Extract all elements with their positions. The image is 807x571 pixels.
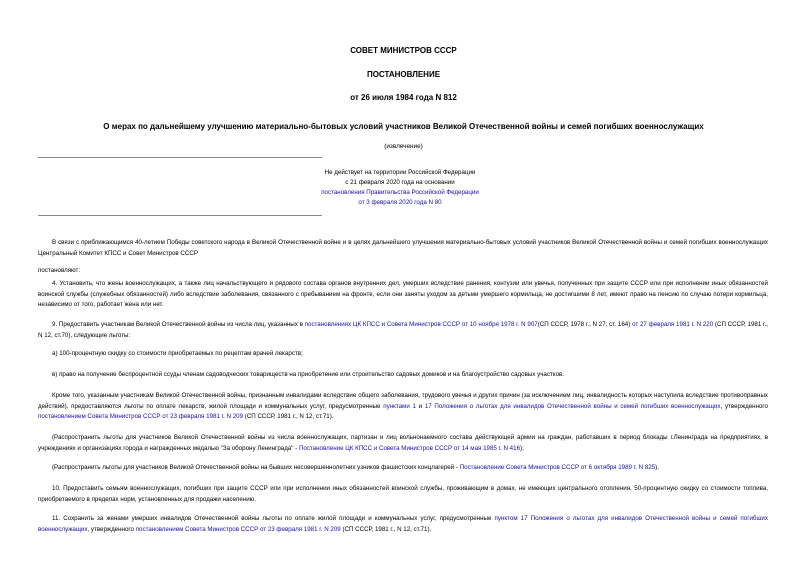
notice-line-2: с 21 февраля 2020 года на основании	[345, 179, 455, 186]
divider-bottom	[38, 215, 322, 216]
notice-link-2[interactable]: от 3 февраля 2020 года N 80	[358, 199, 442, 206]
validity-notice	[230, 168, 570, 208]
ext2-link-825[interactable]: Постановление Совета Министров СССР от 6 октября 1989 г. N 825	[459, 464, 656, 471]
paragraph-11	[38, 514, 768, 535]
p9-text-b: (СП СССР, 1978 г., N 27, ст. 164)	[537, 321, 633, 328]
besides-link-p1[interactable]: пунктами 1	[383, 402, 416, 410]
besides-text-b: , утвержденного	[720, 402, 768, 410]
p11-link-209[interactable]: постановлением Совета Министров СССР от 23 февраля 1981 г. N 209	[135, 525, 341, 533]
org-heading: СОВЕТ МИНИСТРОВ СССР	[350, 46, 457, 55]
paragraph-10: 10. Предоставить семьям военнослужащих, погибших при защите СССР или при исполнении иных обязанностей воинской службы, проживающим в домах, не имеющих центрального отопления, 50-процентную скидку со стоимости топлива, приобретаемого в пределах норм, установленных для продажи населению.	[38, 485, 768, 503]
extract-note: (извлечение)	[384, 143, 423, 150]
ext2-text-b: ).	[655, 464, 659, 471]
p11-text-c: (СП СССР, 1981 г., N 12, ст.71).	[340, 525, 432, 533]
ext1-link-416[interactable]: Постановление ЦК КПСС и Совета Министров СССР от 14 мая 1985 г. N 416	[298, 444, 521, 452]
doc-type-heading: ПОСТАНОВЛЕНИЕ	[366, 70, 441, 79]
paragraph-4: 4. Установить, что жены военнослужащих, а также лиц начальствующего и рядового состава органов внутренних дел, умерших вследствие ранения, контузии или увечья, полученных при защите СССР или при исполнении иных обязанностей воинской службы (служебных обязанностей) либо вследствие заболевания, связанного с пребыванием на фронте, если они заняты уходом за детьми умершего кормильца, не достигшими 8 лет, имеют право на пенсию по случаю потери кормильца, независимо от того, работает жена или нет.	[38, 280, 768, 308]
p9-link-1978[interactable]: постановлениях ЦК КПСС и Совета Министров СССР от 10 ноября 1978 г. N 907	[304, 321, 538, 328]
ext1-text-a: (Распространить льготы для участников Великой Отечественной войны из числа военнослужащих, партизан и лиц вольнонаемного состава действующей армии на граждан, работавших в период блокады г.Ленинграда на предприятиях, в учреждениях и организациях города и награжденных медалью "За оборону Ленинграда" -	[38, 434, 768, 452]
besides-text-c: (СП СССР, 1981 г., N 12, ст.71).	[243, 413, 334, 420]
ext2-text-a: (Распространить льготы для участников Великой Отечественной войны на бывших несовершеннолетних узников фашистских концлагерей -	[52, 464, 460, 471]
date-number: от 26 июля 1984 года N 812	[350, 93, 457, 102]
p9-text-a: 9. Предоставить участникам Великой Отечественной войны из числа лиц, указанных в	[52, 321, 305, 328]
p11-text-a: 11. Сохранить за женами умерших инвалидов Отечественной войны льготы по оплате жилой площади и коммунальных услуг, предусмотренные	[52, 515, 495, 522]
besides-link-209[interactable]: постановлением Совета Министров СССР от 23 февраля 1981 г. N 209	[38, 413, 244, 420]
besides-link-p17[interactable]: 17 Положения о льготах для инвалидов Отечественной войны и семей погибших военнослужащих	[424, 402, 721, 410]
paragraph-extension-2	[38, 463, 768, 474]
decree-word: постановляют:	[38, 267, 81, 274]
besides-text-a: Кроме того, указанным участникам Великой Отечественной войны, признанным инвалидами вследствие общего заболевания, трудового увечья и других причин (за исключением лиц, инвалидность которых наступила вследствие противоправных действий), предоставляются льготы по оплате лекарств, жилой площади и коммунальных услуг, предусмотренные	[38, 392, 768, 410]
paragraph-extension-1	[38, 433, 768, 454]
notice-link-1[interactable]: постановления Правительства Российской Федерации	[321, 189, 479, 196]
document-title: О мерах по дальнейшему улучшению материально-бытовых условий участников Великой Отечественной войны и семей погибших военнослужащих	[103, 122, 704, 131]
intro-paragraph: В связи с приближающимся 40-летием Победы советского народа в Великой Отечественной войне и в целях дальнейшего улучшения материально-бытовых условий участников Великой Отечественной войны и семей погибших военнослужащих Центральный Комитет КПСС и Совет Министров СССР	[38, 239, 768, 257]
paragraph-9a: а) 100-процентную скидку со стоимости приобретаемых по рецептам врачей лекарств;	[52, 350, 303, 357]
paragraph-9	[38, 320, 768, 341]
p9-text-c: (СП СССР, 1981 г., N 12, ст.70), следующие льготы:	[38, 321, 768, 339]
paragraph-besides	[38, 391, 768, 423]
besides-text-and: и	[415, 402, 425, 410]
divider-top	[38, 157, 322, 158]
ext1-text-b: );	[520, 444, 524, 452]
p11-link-p17[interactable]: пунктом 17 Положения о льготах для инвалидов Отечественной войны и семей погибших военнослужащих	[38, 515, 768, 533]
notice-line-1: Не действует на территории Российской Федерации	[324, 169, 476, 176]
p11-text-b: , утвержденного	[87, 525, 136, 533]
p9-link-1981[interactable]: от 27 февраля 1981 г. N 220	[632, 321, 714, 328]
paragraph-9v: в) право на получение беспроцентной ссуды членам садоводческих товариществ на приобретение или строительство садовых домиков и на благоустройство садовых участков.	[52, 371, 565, 378]
